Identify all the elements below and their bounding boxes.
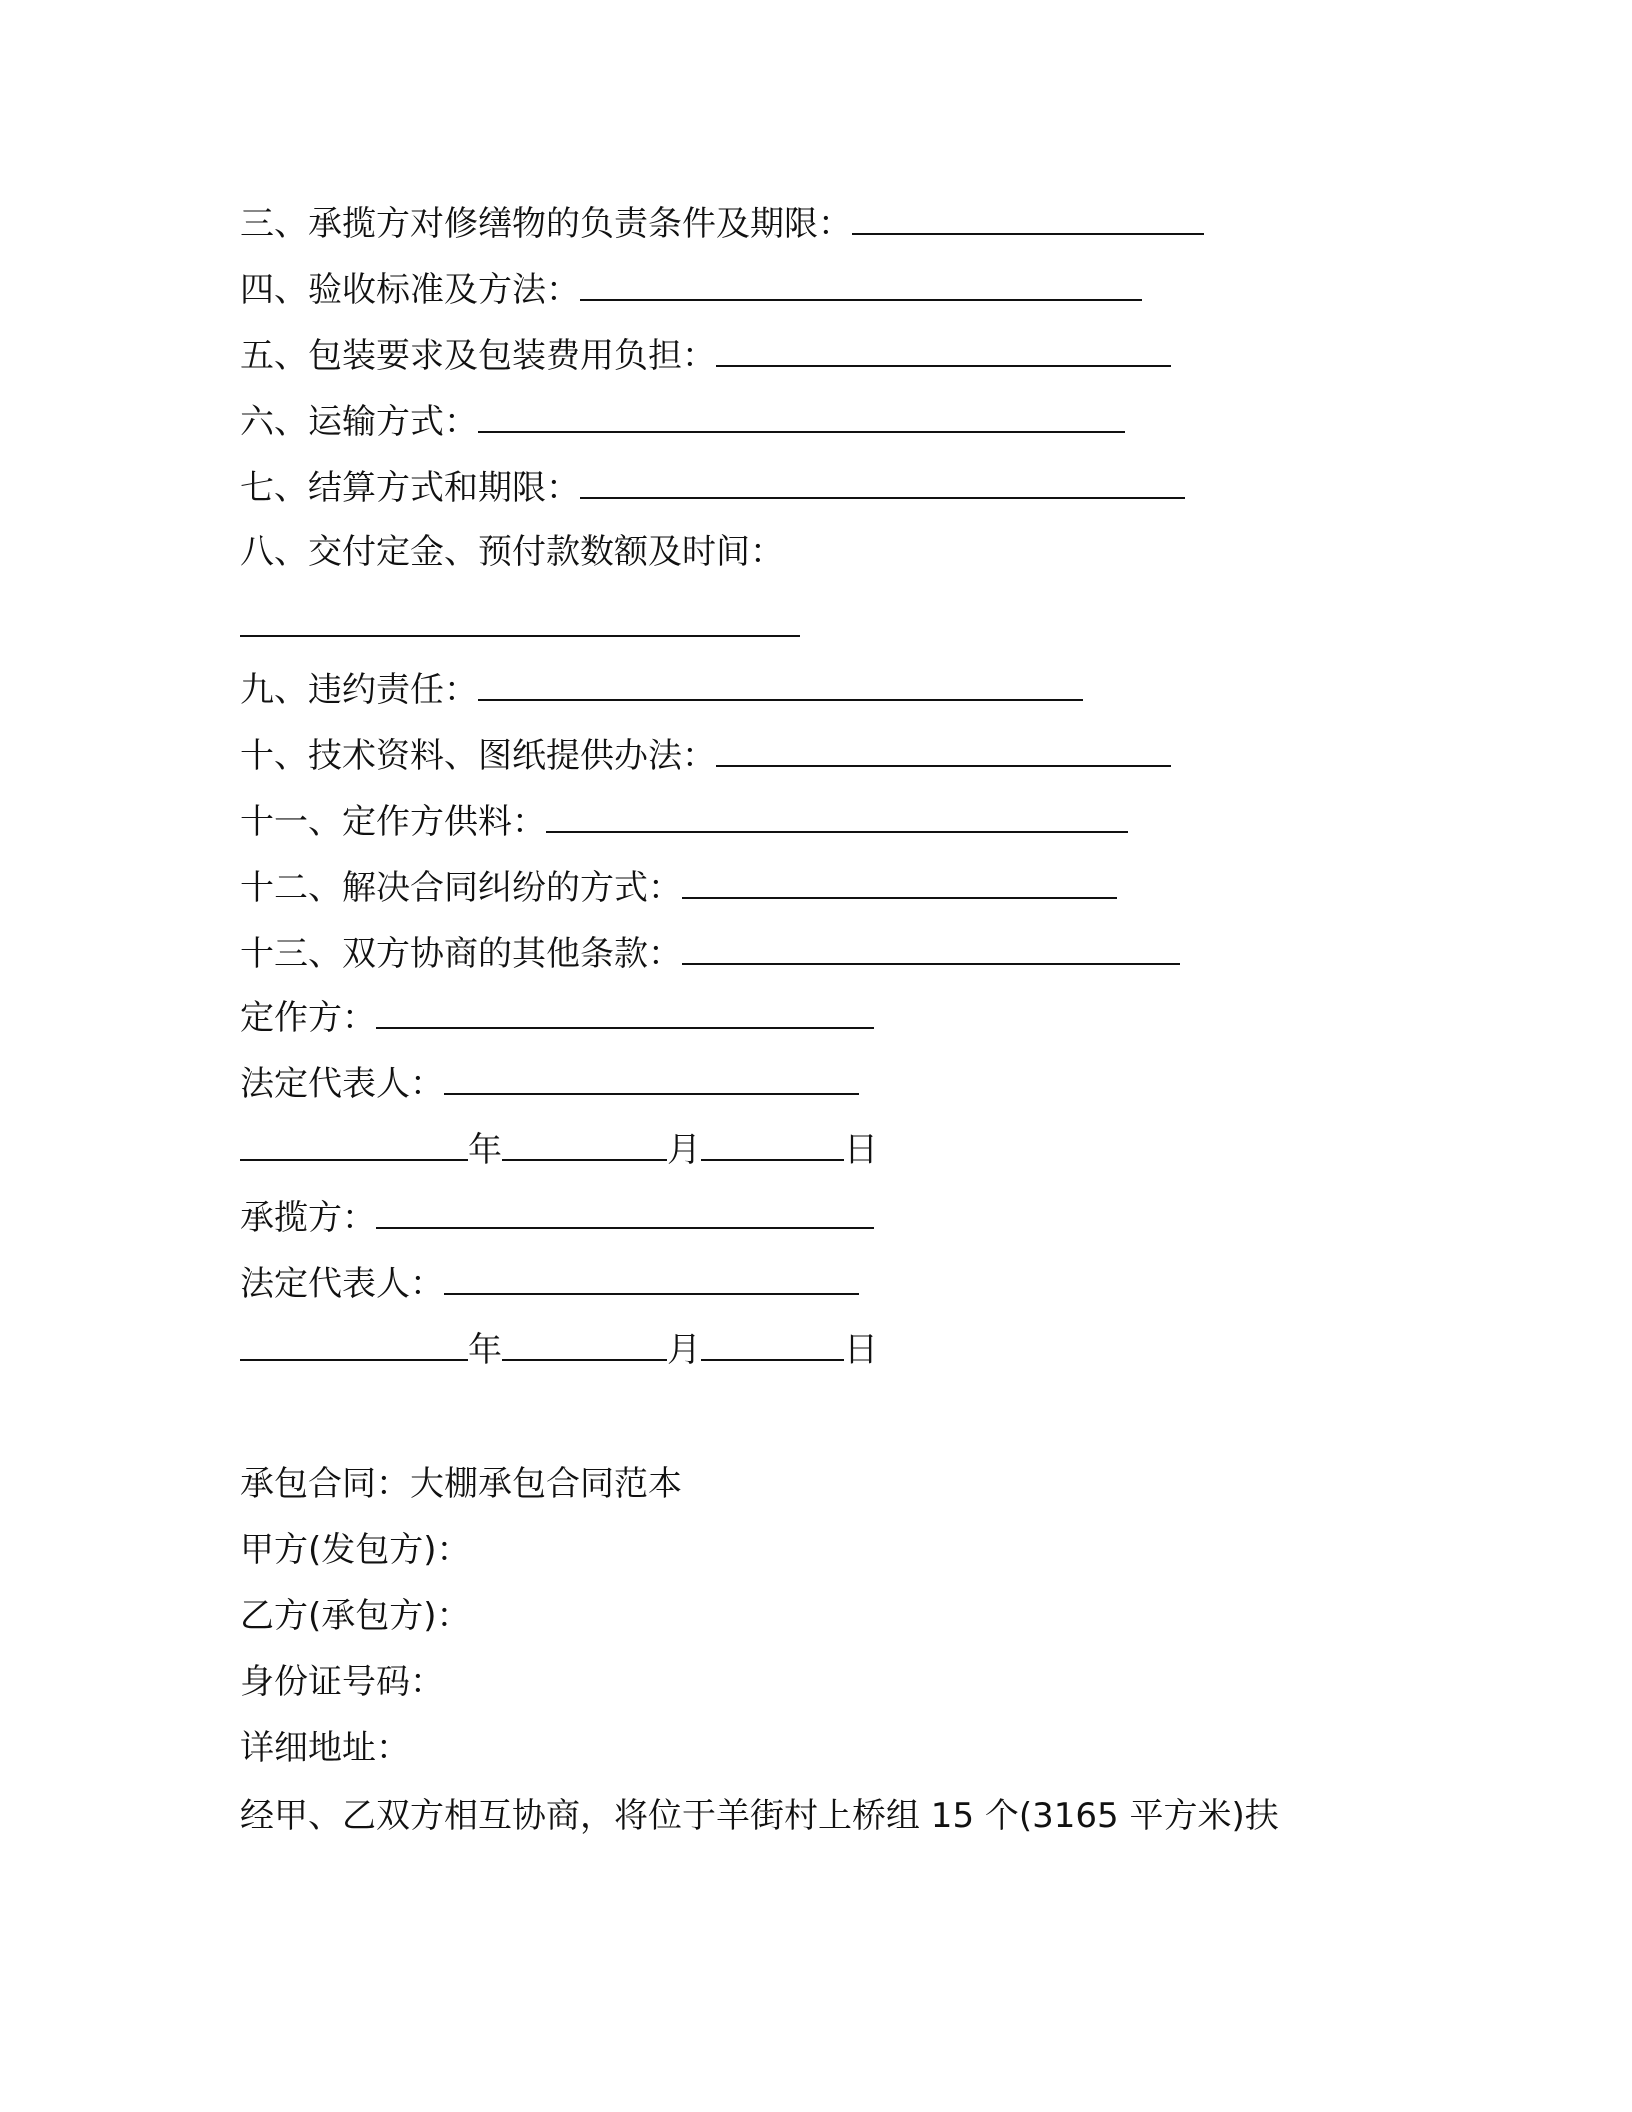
party-b-label: 乙方(承包方)：	[240, 1596, 471, 1636]
clause-label: 十二、解决合同纠纷的方式：	[240, 868, 682, 908]
day-label: 日	[844, 1330, 878, 1370]
year-label: 年	[468, 1330, 502, 1370]
clause-label: 三、承揽方对修缮物的负责条件及期限：	[240, 204, 852, 244]
clause-label: 九、违约责任：	[240, 670, 478, 710]
day-blank[interactable]	[701, 1329, 844, 1361]
fill-in-blank[interactable]	[682, 933, 1180, 965]
contract-body-text: 经甲、乙双方相互协商，将位于羊街村上桥组 15 个(3165 平方米)扶	[240, 1796, 1279, 1836]
clause-6	[240, 400, 1125, 444]
clause-9	[240, 668, 1083, 712]
clause-label: 十一、定作方供料：	[240, 802, 546, 842]
fill-in-blank[interactable]	[444, 1063, 859, 1095]
clause-5	[240, 334, 1171, 378]
clause-8-blank-line	[240, 604, 800, 648]
clause-label: 十、技术资料、图纸提供办法：	[240, 736, 716, 776]
year-label: 年	[468, 1130, 502, 1170]
fill-in-blank[interactable]	[716, 735, 1171, 767]
fill-in-blank[interactable]	[580, 269, 1142, 301]
clause-label: 十三、双方协商的其他条款：	[240, 934, 682, 974]
clause-13	[240, 932, 1180, 976]
clause-7	[240, 466, 1185, 510]
clause-label: 八、交付定金、预付款数额及时间：	[240, 532, 784, 572]
day-label: 日	[844, 1130, 878, 1170]
date-line-1	[240, 1128, 878, 1172]
representative-label: 法定代表人：	[240, 1264, 444, 1304]
fill-in-blank[interactable]	[376, 997, 874, 1029]
clause-10	[240, 734, 1171, 778]
clause-11	[240, 800, 1128, 844]
year-blank[interactable]	[240, 1329, 468, 1361]
month-blank[interactable]	[502, 1329, 667, 1361]
month-label: 月	[667, 1130, 701, 1170]
year-blank[interactable]	[240, 1129, 468, 1161]
clause-label: 六、运输方式：	[240, 402, 478, 442]
fill-in-blank[interactable]	[716, 335, 1171, 367]
clause-label: 七、结算方式和期限：	[240, 468, 580, 508]
fill-in-blank[interactable]	[682, 867, 1117, 899]
clause-4	[240, 268, 1142, 312]
address-label: 详细地址：	[240, 1728, 410, 1768]
month-label: 月	[667, 1330, 701, 1370]
chenglanfang-line	[240, 1196, 874, 1240]
representative-line-1	[240, 1062, 859, 1106]
month-blank[interactable]	[502, 1129, 667, 1161]
clause-label: 四、验收标准及方法：	[240, 270, 580, 310]
fill-in-blank[interactable]	[240, 605, 800, 637]
fill-in-blank[interactable]	[478, 401, 1125, 433]
second-contract-title: 承包合同：大棚承包合同范本	[240, 1464, 682, 1504]
clause-12	[240, 866, 1117, 910]
fill-in-blank[interactable]	[376, 1197, 874, 1229]
day-blank[interactable]	[701, 1129, 844, 1161]
clause-8	[240, 530, 784, 574]
chenglanfang-label: 承揽方：	[240, 1198, 376, 1238]
fill-in-blank[interactable]	[580, 467, 1185, 499]
fill-in-blank[interactable]	[444, 1263, 859, 1295]
dingzuofang-line	[240, 996, 874, 1040]
fill-in-blank[interactable]	[478, 669, 1083, 701]
representative-label: 法定代表人：	[240, 1064, 444, 1104]
id-number-label: 身份证号码：	[240, 1662, 444, 1702]
fill-in-blank[interactable]	[546, 801, 1128, 833]
party-a-label: 甲方(发包方)：	[240, 1530, 471, 1570]
representative-line-2	[240, 1262, 859, 1306]
dingzuofang-label: 定作方：	[240, 998, 376, 1038]
fill-in-blank[interactable]	[852, 203, 1204, 235]
clause-3	[240, 202, 1204, 246]
clause-label: 五、包装要求及包装费用负担：	[240, 336, 716, 376]
date-line-2	[240, 1328, 878, 1372]
